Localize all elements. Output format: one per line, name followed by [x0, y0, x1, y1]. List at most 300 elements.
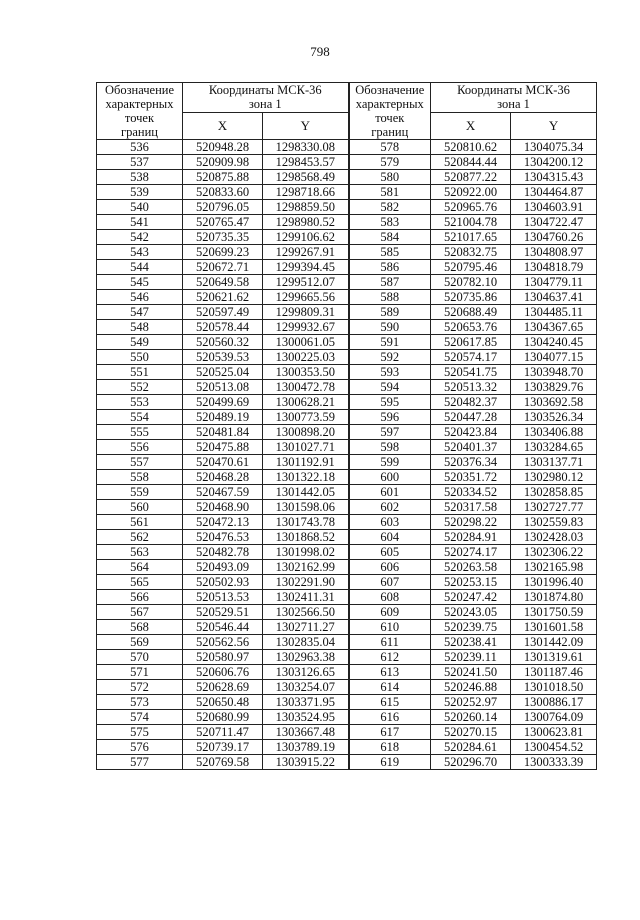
point-code-cell: 568	[97, 620, 183, 635]
point-code-cell: 593	[349, 365, 431, 380]
table-row	[97, 710, 597, 725]
point-code-cell: 587	[349, 275, 431, 290]
point-code-cell: 565	[97, 575, 183, 590]
y-header: Y	[263, 112, 349, 139]
x-cell: 520247.42	[431, 590, 511, 605]
point-code-cell: 608	[349, 590, 431, 605]
table-row	[97, 695, 597, 710]
header-line: зона 1	[248, 97, 282, 111]
y-cell: 1301442.05	[263, 485, 349, 500]
point-code-cell: 557	[97, 455, 183, 470]
y-cell: 1303137.71	[511, 455, 597, 470]
x-cell: 520401.37	[431, 440, 511, 455]
point-code-cell: 583	[349, 215, 431, 230]
x-cell: 520423.84	[431, 425, 511, 440]
point-code-cell: 573	[97, 695, 183, 710]
point-code-cell: 591	[349, 335, 431, 350]
x-cell: 520470.61	[183, 455, 263, 470]
header-line: точек	[124, 111, 155, 125]
x-cell: 520468.90	[183, 500, 263, 515]
header-line: границ	[121, 125, 158, 139]
y-cell: 1300623.81	[511, 725, 597, 740]
y-cell: 1302711.27	[263, 620, 349, 635]
y-cell: 1304077.15	[511, 350, 597, 365]
y-cell: 1298718.66	[263, 185, 349, 200]
y-cell: 1303371.95	[263, 695, 349, 710]
y-cell: 1303915.22	[263, 755, 349, 770]
y-cell: 1299394.45	[263, 260, 349, 275]
x-cell: 520578.44	[183, 320, 263, 335]
y-cell: 1301998.02	[263, 545, 349, 560]
x-header: X	[183, 112, 263, 139]
x-cell: 520253.15	[431, 575, 511, 590]
y-cell: 1298980.52	[263, 215, 349, 230]
x-cell: 520735.35	[183, 230, 263, 245]
point-code-cell: 599	[349, 455, 431, 470]
point-code-cell: 595	[349, 395, 431, 410]
y-cell: 1304367.65	[511, 320, 597, 335]
table-row	[97, 290, 597, 305]
y-cell: 1299512.07	[263, 275, 349, 290]
y-cell: 1298330.08	[263, 140, 349, 155]
y-cell: 1301018.50	[511, 680, 597, 695]
point-code-cell: 609	[349, 605, 431, 620]
point-code-cell: 590	[349, 320, 431, 335]
x-cell: 520467.59	[183, 485, 263, 500]
point-code-cell: 561	[97, 515, 183, 530]
y-cell: 1304760.26	[511, 230, 597, 245]
point-code-cell: 579	[349, 155, 431, 170]
y-cell: 1303254.07	[263, 680, 349, 695]
y-cell: 1300333.39	[511, 755, 597, 770]
point-code-cell: 539	[97, 185, 183, 200]
y-cell: 1303667.48	[263, 725, 349, 740]
point-code-cell: 559	[97, 485, 183, 500]
point-code-cell: 545	[97, 275, 183, 290]
x-cell: 520270.15	[431, 725, 511, 740]
y-cell: 1303284.65	[511, 440, 597, 455]
x-cell: 520844.44	[431, 155, 511, 170]
point-code-cell: 614	[349, 680, 431, 695]
point-code-cell: 581	[349, 185, 431, 200]
y-cell: 1299665.56	[263, 290, 349, 305]
point-code-cell: 551	[97, 365, 183, 380]
x-cell: 520711.47	[183, 725, 263, 740]
y-cell: 1301192.91	[263, 455, 349, 470]
y-cell: 1302428.03	[511, 530, 597, 545]
point-code-cell: 616	[349, 710, 431, 725]
y-cell: 1302835.04	[263, 635, 349, 650]
y-cell: 1300898.20	[263, 425, 349, 440]
y-cell: 1301750.59	[511, 605, 597, 620]
x-cell: 520810.62	[431, 140, 511, 155]
table-row	[97, 200, 597, 215]
point-code-cell: 586	[349, 260, 431, 275]
y-cell: 1301868.52	[263, 530, 349, 545]
point-code-cell: 618	[349, 740, 431, 755]
point-code-cell: 550	[97, 350, 183, 365]
y-cell: 1302306.22	[511, 545, 597, 560]
point-code-cell: 605	[349, 545, 431, 560]
point-code-header	[97, 83, 183, 140]
y-cell: 1302291.90	[263, 575, 349, 590]
x-cell: 520513.53	[183, 590, 263, 605]
x-cell: 520334.52	[431, 485, 511, 500]
y-header: Y	[511, 112, 597, 139]
x-cell: 520948.28	[183, 140, 263, 155]
x-cell: 520539.53	[183, 350, 263, 365]
table-row	[97, 680, 597, 695]
table-row	[97, 500, 597, 515]
table-row	[97, 350, 597, 365]
header-line: границ	[371, 125, 409, 139]
x-cell: 520782.10	[431, 275, 511, 290]
point-code-cell: 577	[97, 755, 183, 770]
y-cell: 1300061.05	[263, 335, 349, 350]
point-code-cell: 549	[97, 335, 183, 350]
point-code-cell: 547	[97, 305, 183, 320]
x-cell: 520765.47	[183, 215, 263, 230]
table-row	[97, 560, 597, 575]
x-cell: 520513.08	[183, 380, 263, 395]
x-cell: 520239.75	[431, 620, 511, 635]
point-code-cell: 571	[97, 665, 183, 680]
y-cell: 1304075.34	[511, 140, 597, 155]
y-cell: 1301874.80	[511, 590, 597, 605]
x-cell: 520493.09	[183, 560, 263, 575]
table-row	[97, 755, 597, 770]
y-cell: 1299106.62	[263, 230, 349, 245]
point-code-cell: 570	[97, 650, 183, 665]
x-cell: 520489.19	[183, 410, 263, 425]
y-cell: 1300764.09	[511, 710, 597, 725]
table-row	[97, 320, 597, 335]
point-code-cell: 611	[349, 635, 431, 650]
y-cell: 1302165.98	[511, 560, 597, 575]
point-code-cell: 560	[97, 500, 183, 515]
table-row	[97, 230, 597, 245]
table-row	[97, 635, 597, 650]
y-cell: 1303692.58	[511, 395, 597, 410]
y-cell: 1304637.41	[511, 290, 597, 305]
table-row	[97, 740, 597, 755]
y-cell: 1301442.09	[511, 635, 597, 650]
table-row	[97, 440, 597, 455]
table-row	[97, 185, 597, 200]
x-cell: 520481.84	[183, 425, 263, 440]
point-code-cell: 554	[97, 410, 183, 425]
x-cell: 520769.58	[183, 755, 263, 770]
point-code-cell: 555	[97, 425, 183, 440]
x-cell: 520296.70	[431, 755, 511, 770]
x-cell: 520260.14	[431, 710, 511, 725]
y-cell: 1304779.11	[511, 275, 597, 290]
x-cell: 520468.28	[183, 470, 263, 485]
y-cell: 1299267.91	[263, 245, 349, 260]
table-row	[97, 605, 597, 620]
point-code-cell: 601	[349, 485, 431, 500]
y-cell: 1302727.77	[511, 500, 597, 515]
point-code-cell: 584	[349, 230, 431, 245]
x-cell: 521017.65	[431, 230, 511, 245]
point-code-cell: 610	[349, 620, 431, 635]
x-cell: 520274.17	[431, 545, 511, 560]
table-row	[97, 470, 597, 485]
table-row	[97, 155, 597, 170]
y-cell: 1299809.31	[263, 305, 349, 320]
y-cell: 1304240.45	[511, 335, 597, 350]
y-cell: 1300773.59	[263, 410, 349, 425]
point-code-cell: 603	[349, 515, 431, 530]
y-cell: 1301598.06	[263, 500, 349, 515]
point-code-cell: 541	[97, 215, 183, 230]
point-code-cell: 594	[349, 380, 431, 395]
point-code-header	[349, 83, 431, 140]
x-cell: 520833.60	[183, 185, 263, 200]
point-code-cell: 553	[97, 395, 183, 410]
point-code-cell: 537	[97, 155, 183, 170]
table-row	[97, 485, 597, 500]
y-cell: 1302559.83	[511, 515, 597, 530]
x-cell: 520597.49	[183, 305, 263, 320]
point-code-cell: 576	[97, 740, 183, 755]
header-line: зона 1	[497, 97, 530, 111]
x-cell: 520560.32	[183, 335, 263, 350]
table-row	[97, 245, 597, 260]
header-line: Обозначение	[355, 83, 425, 97]
table-row	[97, 650, 597, 665]
x-cell: 520680.99	[183, 710, 263, 725]
point-code-cell: 558	[97, 470, 183, 485]
point-code-cell: 607	[349, 575, 431, 590]
x-cell: 520699.23	[183, 245, 263, 260]
y-cell: 1302566.50	[263, 605, 349, 620]
table-body	[97, 140, 597, 770]
y-cell: 1303526.34	[511, 410, 597, 425]
point-code-cell: 580	[349, 170, 431, 185]
x-cell: 520239.11	[431, 650, 511, 665]
point-code-cell: 540	[97, 200, 183, 215]
y-cell: 1301319.61	[511, 650, 597, 665]
point-code-cell: 569	[97, 635, 183, 650]
y-cell: 1299932.67	[263, 320, 349, 335]
y-cell: 1301601.58	[511, 620, 597, 635]
x-cell: 520513.32	[431, 380, 511, 395]
table-row	[97, 260, 597, 275]
header-line: точек	[375, 111, 405, 125]
table-header	[97, 83, 597, 140]
point-code-cell: 585	[349, 245, 431, 260]
y-cell: 1301027.71	[263, 440, 349, 455]
point-code-cell: 542	[97, 230, 183, 245]
y-cell: 1303406.88	[511, 425, 597, 440]
y-cell: 1302963.38	[263, 650, 349, 665]
y-cell: 1304464.87	[511, 185, 597, 200]
point-code-cell: 588	[349, 290, 431, 305]
point-code-cell: 566	[97, 590, 183, 605]
x-cell: 520672.71	[183, 260, 263, 275]
y-cell: 1301187.46	[511, 665, 597, 680]
x-cell: 520965.76	[431, 200, 511, 215]
y-cell: 1298453.57	[263, 155, 349, 170]
x-cell: 520562.56	[183, 635, 263, 650]
point-code-cell: 552	[97, 380, 183, 395]
table-row	[97, 410, 597, 425]
header-line: Обозначение	[104, 83, 175, 97]
point-code-cell: 615	[349, 695, 431, 710]
point-code-cell: 619	[349, 755, 431, 770]
point-code-cell: 602	[349, 500, 431, 515]
y-cell: 1303829.76	[511, 380, 597, 395]
point-code-cell: 592	[349, 350, 431, 365]
point-code-cell: 543	[97, 245, 183, 260]
table-row	[97, 395, 597, 410]
point-code-cell: 538	[97, 170, 183, 185]
x-cell: 520875.88	[183, 170, 263, 185]
header-line: характерных	[355, 97, 424, 111]
point-code-cell: 574	[97, 710, 183, 725]
point-code-cell: 575	[97, 725, 183, 740]
y-cell: 1301743.78	[263, 515, 349, 530]
point-code-cell: 597	[349, 425, 431, 440]
x-cell: 520475.88	[183, 440, 263, 455]
x-cell: 520922.00	[431, 185, 511, 200]
point-code-cell: 612	[349, 650, 431, 665]
x-cell: 521004.78	[431, 215, 511, 230]
y-cell: 1302980.12	[511, 470, 597, 485]
point-code-cell: 589	[349, 305, 431, 320]
x-cell: 520650.48	[183, 695, 263, 710]
x-cell: 520482.37	[431, 395, 511, 410]
y-cell: 1303524.95	[263, 710, 349, 725]
header-line: характерных	[105, 97, 174, 111]
y-cell: 1302162.99	[263, 560, 349, 575]
table-row	[97, 275, 597, 290]
x-cell: 520628.69	[183, 680, 263, 695]
point-code-cell: 556	[97, 440, 183, 455]
coordinate-system-header	[183, 83, 349, 113]
table-row	[97, 215, 597, 230]
point-code-cell: 567	[97, 605, 183, 620]
x-cell: 520795.46	[431, 260, 511, 275]
x-cell: 520574.17	[431, 350, 511, 365]
y-cell: 1301322.18	[263, 470, 349, 485]
x-cell: 520482.78	[183, 545, 263, 560]
point-code-cell: 536	[97, 140, 183, 155]
x-cell: 520832.75	[431, 245, 511, 260]
y-cell: 1304315.43	[511, 170, 597, 185]
coordinate-system-header	[431, 83, 597, 113]
x-cell: 520472.13	[183, 515, 263, 530]
y-cell: 1303948.70	[511, 365, 597, 380]
x-cell: 520606.76	[183, 665, 263, 680]
x-cell: 520447.28	[431, 410, 511, 425]
y-cell: 1302858.85	[511, 485, 597, 500]
y-cell: 1300454.52	[511, 740, 597, 755]
point-code-cell: 596	[349, 410, 431, 425]
x-cell: 520351.72	[431, 470, 511, 485]
x-cell: 520243.05	[431, 605, 511, 620]
y-cell: 1300472.78	[263, 380, 349, 395]
y-cell: 1302411.31	[263, 590, 349, 605]
x-cell: 520688.49	[431, 305, 511, 320]
y-cell: 1300628.21	[263, 395, 349, 410]
x-cell: 520529.51	[183, 605, 263, 620]
table-row	[97, 170, 597, 185]
table-row	[97, 590, 597, 605]
table-row	[97, 425, 597, 440]
table-row	[97, 575, 597, 590]
point-code-cell: 548	[97, 320, 183, 335]
y-cell: 1298859.50	[263, 200, 349, 215]
point-code-cell: 606	[349, 560, 431, 575]
table-row	[97, 530, 597, 545]
x-cell: 520376.34	[431, 455, 511, 470]
table-row	[97, 665, 597, 680]
x-cell: 520241.50	[431, 665, 511, 680]
table-row	[97, 335, 597, 350]
point-code-cell: 582	[349, 200, 431, 215]
x-cell: 520317.58	[431, 500, 511, 515]
table-row	[97, 305, 597, 320]
y-cell: 1298568.49	[263, 170, 349, 185]
y-cell: 1300886.17	[511, 695, 597, 710]
table-row	[97, 545, 597, 560]
coordinates-table	[96, 82, 597, 770]
header-line: Координаты МСК-36	[457, 83, 570, 97]
x-cell: 520541.75	[431, 365, 511, 380]
x-cell: 520238.41	[431, 635, 511, 650]
y-cell: 1304485.11	[511, 305, 597, 320]
table-row	[97, 365, 597, 380]
x-cell: 520580.97	[183, 650, 263, 665]
x-cell: 520246.88	[431, 680, 511, 695]
y-cell: 1304200.12	[511, 155, 597, 170]
point-code-cell: 578	[349, 140, 431, 155]
point-code-cell: 564	[97, 560, 183, 575]
x-cell: 520546.44	[183, 620, 263, 635]
point-code-cell: 563	[97, 545, 183, 560]
table-row	[97, 515, 597, 530]
point-code-cell: 562	[97, 530, 183, 545]
point-code-cell: 598	[349, 440, 431, 455]
table-row	[97, 455, 597, 470]
x-cell: 520877.22	[431, 170, 511, 185]
table-row	[97, 380, 597, 395]
y-cell: 1304818.79	[511, 260, 597, 275]
x-cell: 520252.97	[431, 695, 511, 710]
point-code-cell: 546	[97, 290, 183, 305]
y-cell: 1304722.47	[511, 215, 597, 230]
point-code-cell: 617	[349, 725, 431, 740]
x-cell: 520499.69	[183, 395, 263, 410]
x-cell: 520909.98	[183, 155, 263, 170]
x-cell: 520525.04	[183, 365, 263, 380]
x-header: X	[431, 112, 511, 139]
x-cell: 520735.86	[431, 290, 511, 305]
point-code-cell: 613	[349, 665, 431, 680]
x-cell: 520621.62	[183, 290, 263, 305]
y-cell: 1304603.91	[511, 200, 597, 215]
x-cell: 520284.61	[431, 740, 511, 755]
x-cell: 520298.22	[431, 515, 511, 530]
point-code-cell: 572	[97, 680, 183, 695]
x-cell: 520649.58	[183, 275, 263, 290]
y-cell: 1300353.50	[263, 365, 349, 380]
point-code-cell: 600	[349, 470, 431, 485]
x-cell: 520502.93	[183, 575, 263, 590]
y-cell: 1304808.97	[511, 245, 597, 260]
